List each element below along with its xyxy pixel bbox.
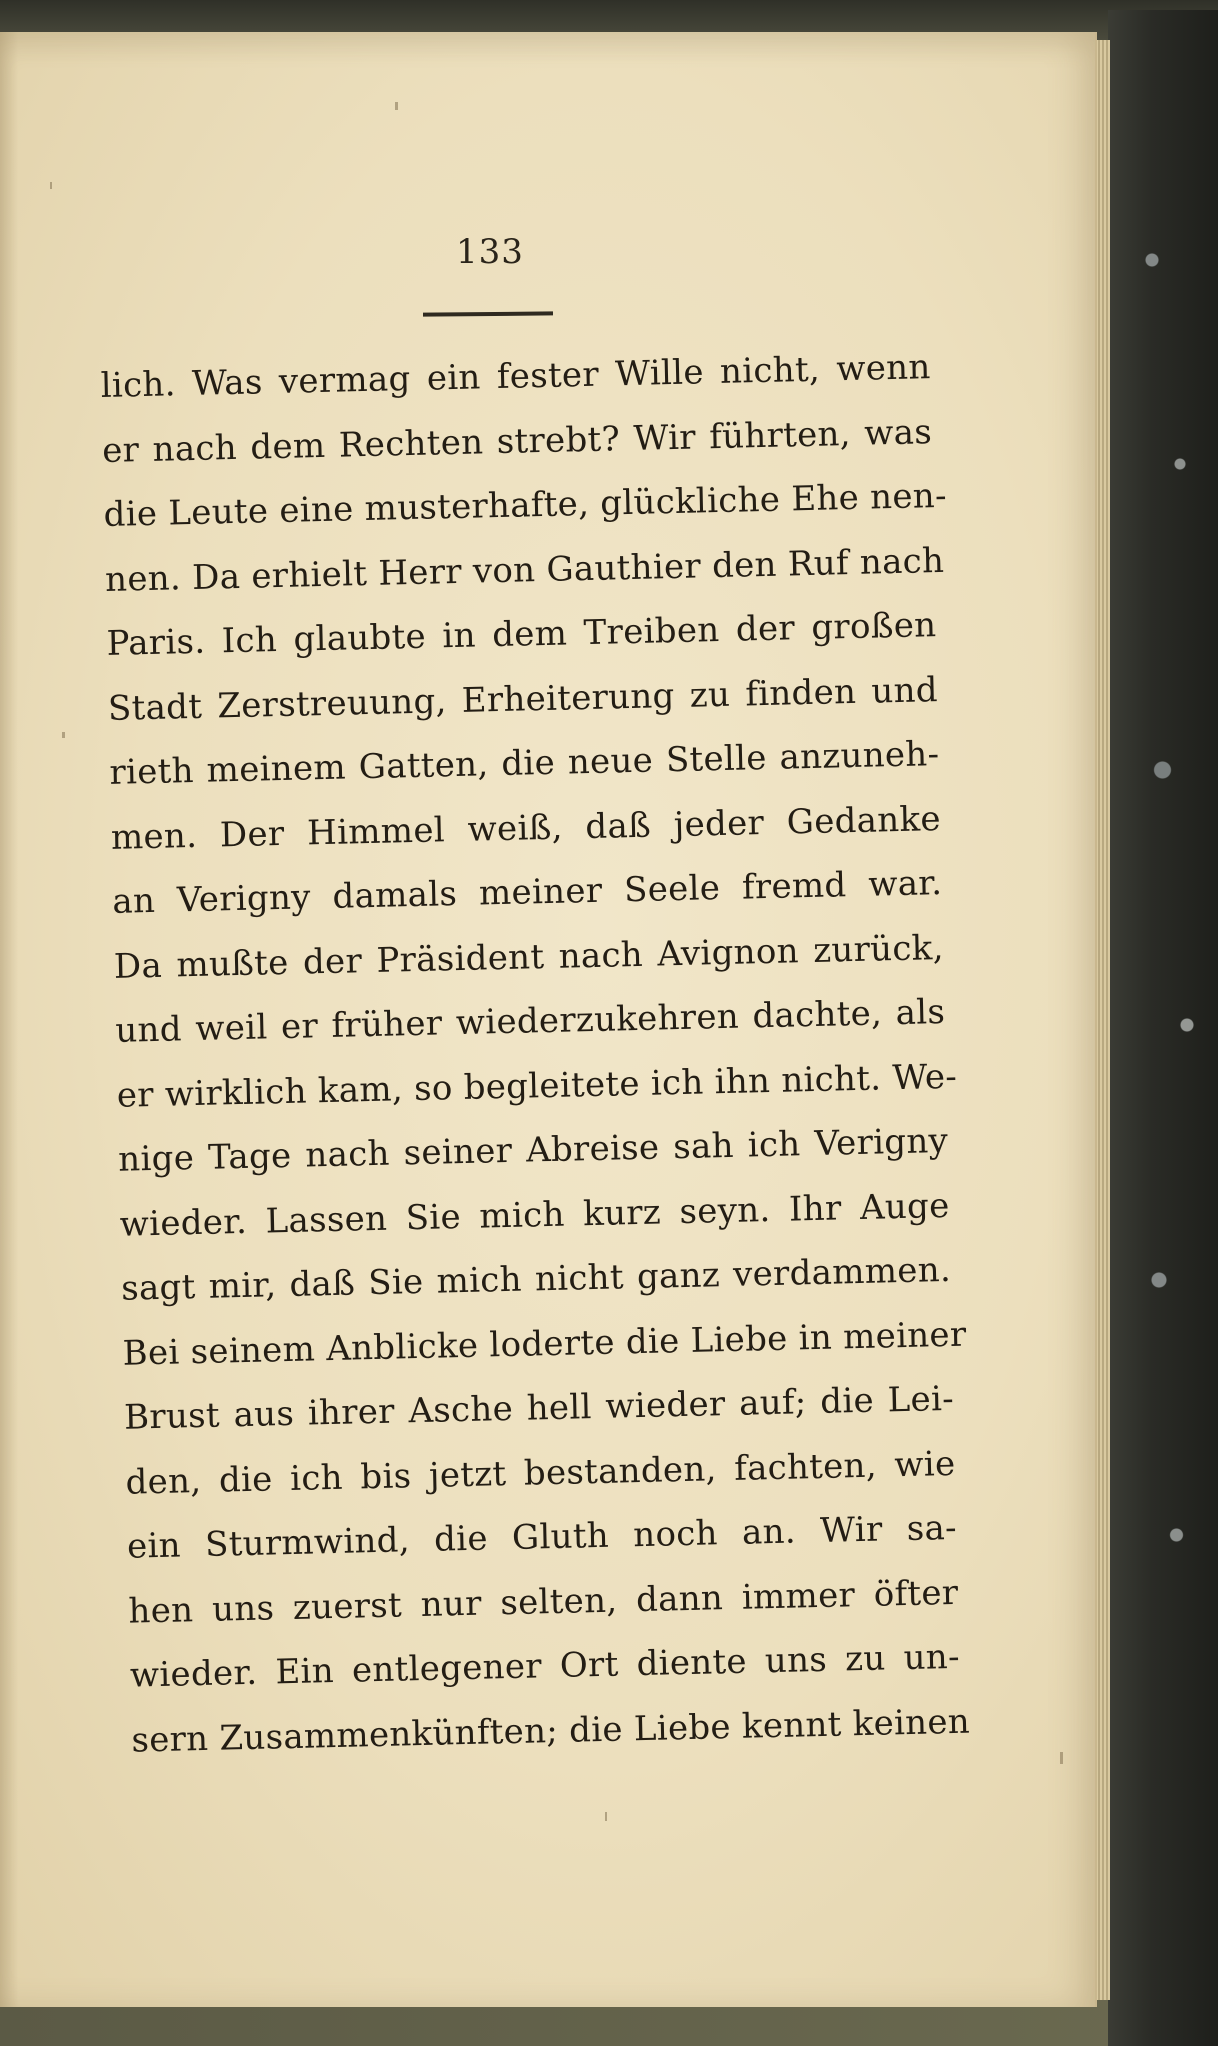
- paper-speck: [62, 732, 65, 738]
- text-line: hen uns zuerst nur selten, dann immer öfter: [128, 1572, 959, 1632]
- text-line: wieder. Ein entlegener Ort diente uns zu un-: [129, 1636, 961, 1696]
- paper-speck: [605, 1812, 607, 1821]
- text-line: Paris. Ich glaubte in dem Treiben der großen: [106, 605, 937, 664]
- text-line: sern Zusammenkünften; die Liebe kennt keinen: [131, 1701, 971, 1761]
- text-line: nige Tage nach seiner Abreise sah ich Verigny: [117, 1120, 949, 1180]
- text-line: den, die ich bis jetzt bestanden, fachten, wie: [125, 1443, 956, 1503]
- text-line: er wirklich kam, so begleitete ich ihn nicht. We-: [116, 1056, 958, 1116]
- paper-page: [0, 32, 1097, 2007]
- text-line: wieder. Lassen Sie mich kurz seyn. Ihr Auge: [119, 1185, 950, 1245]
- text-line: er nach dem Rechten strebt? Wir führten, was: [101, 411, 933, 471]
- text-line: die Leute eine musterhafte, glückliche Ehe nen-: [103, 475, 948, 535]
- cover-marbling: [1138, 90, 1208, 1790]
- text-line: Stadt Zerstreuung, Erheiterung zu finden und: [107, 669, 939, 729]
- text-line: lich. Was vermag ein fester Wille nicht, wenn: [100, 347, 931, 406]
- page-number: 133: [456, 232, 524, 272]
- paper-speck: [395, 102, 398, 110]
- text-line: und weil er früher wiederzukehren dachte, als: [114, 992, 946, 1051]
- book-cover-edge: [1108, 10, 1218, 2046]
- header-rule: [423, 311, 553, 316]
- paper-speck: [1060, 1752, 1063, 1764]
- text-line: ein Sturmwind, die Gluth noch an. Wir sa-: [126, 1507, 958, 1567]
- text-line: Da mußte der Präsident nach Avignon zurück,: [113, 927, 945, 987]
- text-line: Bei seinem Anblicke loderte die Liebe in meiner: [122, 1314, 967, 1374]
- text-line: men. Der Himmel weiß, daß jeder Gedanke: [110, 798, 942, 858]
- text-line: rieth meinem Gatten, die neue Stelle anzuneh-: [109, 734, 940, 793]
- paper-speck: [50, 182, 52, 189]
- body-text: [100, 335, 971, 1772]
- text-line: nen. Da erhielt Herr von Gauthier den Ruf nach: [104, 540, 945, 600]
- text-line: Brust aus ihrer Asche hell wieder auf; die Lei-: [123, 1378, 955, 1438]
- text-line: sagt mir, daß Sie mich nicht ganz verdammen.: [120, 1249, 952, 1309]
- text-line: an Verigny damals meiner Seele fremd war.: [111, 863, 943, 922]
